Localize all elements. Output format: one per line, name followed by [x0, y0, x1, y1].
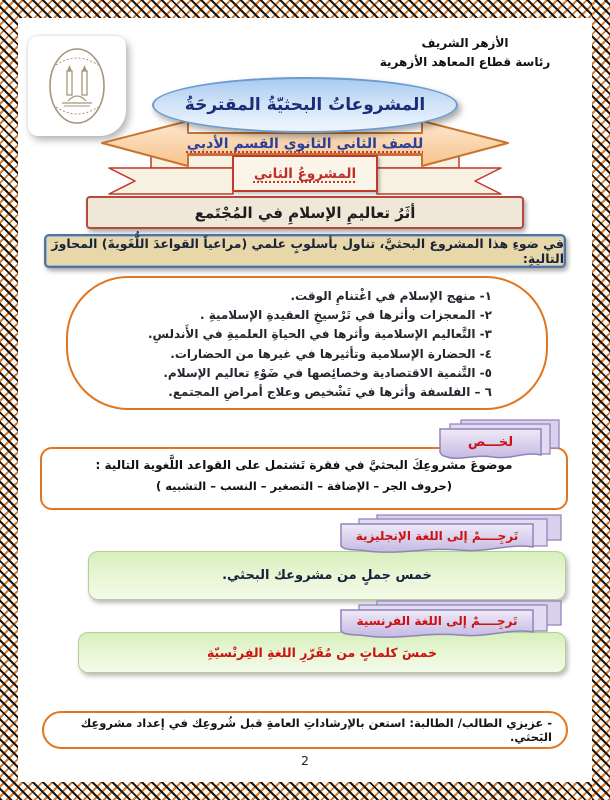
main-title-text: المشروعاتُ البحثيّةُ المقترحَةُ [184, 95, 426, 115]
grade-line: للصف الثاني الثانوي القسم الأدبي [186, 135, 424, 152]
project-title-text: أثَرُ تعاليمِ الإسلامِ في المُجْتَمع [194, 203, 416, 222]
instruction-text: في ضوءِ هذا المشروع البحثيَّ، تناول بأسلوبٍ علمي (مراعياً القواعدَ اللُّغَويةَ) المحاورَ التاليةِ: [51, 236, 564, 266]
topic-item-5: ٥- التَّنمية الاقتصادية وخصائِصها في ضَوْءِ تعاليم الإسلام. [163, 365, 492, 380]
topic-item-6: ٦ – الفلسفة وأثرها في تَشْخيص وعلاج أمراضِ المجتمع. [168, 385, 492, 400]
translate-english-label: تَرجِــــمْ إلى اللغة الإنجليزية [355, 528, 519, 543]
instruction-bar [44, 234, 566, 268]
footer-note-box [42, 711, 568, 749]
decorative-border-right [592, 0, 610, 800]
summarize-tag [437, 419, 563, 469]
decorative-border-bottom [0, 782, 610, 800]
summary-line2: (حروف الجر – الإضافة – التصغير – النسب – التشبيه ) [155, 479, 453, 493]
footer-note-text: - عزيزي الطالب/ الطالبة: استعن بالإرشاداتِ العامةِ قبل شُروعِك في إعداد مشروعِك البَحثي. [80, 716, 552, 744]
topic-item-1: ١- منهج الإسلام في اغْتنامِ الوقت. [290, 289, 492, 303]
org-line2: رئاسة قطاع المعاهد الأزهرية [379, 54, 551, 69]
summary-line1: موضوعَ مشروعِكَ البحثيَّ في فقرة تَشتمل على القواعد اللَّغوية التالية : [95, 458, 513, 472]
main-title-banner [152, 77, 458, 133]
org-line1: الأزهر الشريف [421, 36, 509, 50]
topic-item-4: ٤- الحضارة الإسلامية وتأثيرها في غيرها من الحضارات. [170, 346, 492, 361]
english-content-text: خمس جملٍ من مشروعك البحثي. [222, 568, 432, 583]
translate-french-label: تَرجِــــمْ إلى اللغة الفرنسية [356, 614, 518, 628]
decorative-border-left [0, 0, 18, 800]
summarize-tag-label: لخـــص [467, 434, 514, 450]
french-content-text: خمسَ كلماتٍ من مُقَرّرِ اللغةِ الفِرنْسيّةِ [206, 645, 438, 660]
topic-item-3: ٣- التَّعاليم الإسلامية وأثرها في الحياةِ العلميةِ في الأَندلسِ. [147, 327, 492, 342]
topics-list-box [66, 276, 548, 410]
topic-item-2: ٢- المعجزات وأثرها في تَرْسيخِ العقيدةِ الإسلاميةِ . [199, 308, 492, 323]
al-azhar-emblem-icon [46, 45, 108, 127]
page-number: 2 [301, 753, 309, 768]
translate-french-tag [337, 600, 565, 644]
header-organization [350, 34, 580, 71]
project-ribbon-label: المشروعُ الثاني [232, 155, 378, 192]
decorative-border-top [0, 0, 610, 18]
project-title-box [86, 196, 524, 229]
translate-english-tag [337, 514, 565, 560]
